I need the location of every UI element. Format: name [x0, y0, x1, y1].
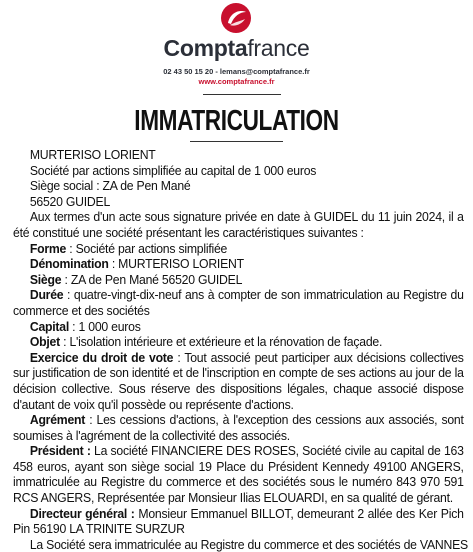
vote-value: : Tout associé peut participer aux décisions collectives sur justification de son identité et de l'inscription en compte de ses actions au jour de la décision collective. Sous réserve des dispositions légales, chaque associé dispose d'autant de voix qu'il possède ou représente d'actions.	[13, 349, 464, 412]
title-underline	[190, 141, 283, 142]
brand-part-compta: Compta	[163, 35, 248, 61]
dg-value: Monsieur Emmanuel BILLOT, demeurant 2 allée des Ker Pich Pin 56190 LA TRINITE SURZUR	[13, 505, 464, 537]
field-agrement	[13, 412, 464, 443]
objet-label: Objet	[29, 334, 60, 350]
field-directeur-general	[13, 506, 464, 537]
capital-value: : 1 000 euros	[69, 318, 141, 334]
header	[0, 0, 473, 100]
field-capital	[13, 319, 464, 335]
duree-label: Durée	[29, 287, 64, 303]
agrement-label: Agrément	[29, 412, 86, 428]
notice-body	[13, 147, 468, 552]
comptafrance-logo-icon	[221, 3, 251, 33]
header-divider	[203, 94, 281, 95]
field-president	[13, 443, 464, 505]
capital-label: Capital	[29, 318, 70, 334]
siege-value: : ZA de Pen Mané 56520 GUIDEL	[61, 271, 243, 287]
objet-value: : L'isolation intérieure et extérieure et la rénovation de façade.	[59, 334, 383, 350]
brand-name	[0, 35, 473, 61]
company-name: MURTERISO LORIENT	[29, 147, 156, 162]
field-duree	[13, 287, 464, 318]
forme-label: Forme	[29, 240, 67, 256]
field-denomination	[13, 256, 464, 272]
dg-label: Directeur général :	[29, 505, 135, 521]
brand-part-france: france	[247, 35, 310, 61]
denomination-label: Dénomination	[29, 256, 109, 272]
postal-city: 56520 GUIDEL	[29, 193, 111, 209]
president-value: La société FINANCIERE DES ROSES, Société civile au capital de 163 458 euros, ayant son siège social 19 Place du Président Kennedy 49100 ANGERS, immatriculée au Registre du commerce et des sociétés sous le numéro 843 970 591 RCS ANGERS, Représentée par Monsieur Ilias ELOUARDI, en sa qualité de gérant.	[13, 443, 464, 506]
siege-label: Siège	[29, 271, 62, 287]
company-type: Société par actions simplifiée au capital de 1 000 euros	[29, 162, 317, 178]
president-label: Président :	[29, 443, 91, 459]
website-link[interactable]: www.comptafrance.fr	[198, 77, 275, 86]
contact-line: 02 43 50 15 20 - lemans@comptafrance.fr	[163, 67, 310, 76]
field-forme	[13, 241, 464, 257]
forme-value: : Société par actions simplifiée	[66, 240, 228, 256]
vote-label: Exercice du droit de vote	[29, 349, 174, 365]
denomination-value: : MURTERISO LORIENT	[108, 256, 244, 272]
closing-statement: La Société sera immatriculée au Registre du commerce et des sociétés de VANNES	[29, 536, 468, 552]
field-siege	[13, 272, 464, 288]
intro-paragraph: Aux termes d'un acte sous signature privée en date à GUIDEL du 11 juin 2024, il a été constitué une société présentant les caractéristiques suivantes :	[13, 209, 464, 240]
agrement-value: : Les cessions d'actions, à l'exception des cessions aux associés, sont soumises à l'agrément de la collectivité des associés.	[13, 412, 464, 443]
seat-address: Siège social : ZA de Pen Mané	[29, 178, 191, 194]
field-objet	[13, 334, 464, 350]
field-vote	[13, 350, 464, 412]
duree-value: : quatre-vingt-dix-neuf ans à compter de son immatriculation au Registre du commerce et des sociétés	[13, 287, 464, 318]
notice-title: IMMATRICULATION	[134, 105, 339, 137]
